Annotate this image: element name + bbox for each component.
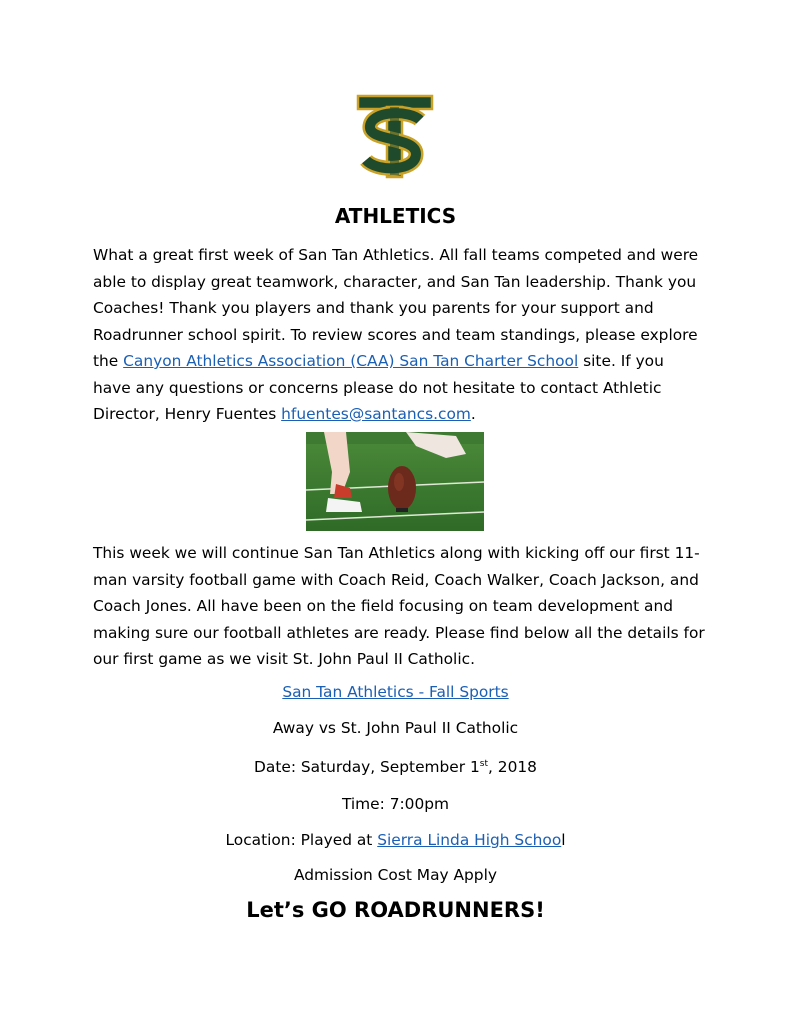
game-line: Coach Jones. All have been on the field focusing on team development and xyxy=(93,597,673,615)
text: site. If you xyxy=(578,352,664,370)
football-kick-photo xyxy=(306,432,484,531)
cheer-heading: Let’s GO ROADRUNNERS! xyxy=(246,898,545,922)
school-logo xyxy=(350,92,440,180)
game-paragraph xyxy=(93,540,703,673)
st-monogram-icon xyxy=(350,92,440,180)
text: . xyxy=(470,405,476,423)
page-title: ATHLETICS xyxy=(334,204,457,228)
intro-paragraph xyxy=(93,242,703,428)
fall-sports-line xyxy=(0,683,791,701)
email-link[interactable]: hfuentes@santancs.com xyxy=(281,405,471,423)
game-line: our first game as we visit St. John Paul II Catholic. xyxy=(93,650,475,668)
admission-line: Admission Cost May Apply xyxy=(294,866,497,884)
intro-line: What a great first week of San Tan Athletics. All fall teams competed and were xyxy=(93,246,699,264)
intro-line: Roadrunner school spirit. To review scores and team standings, please explore xyxy=(93,325,698,344)
text: st xyxy=(479,758,489,769)
text: Location: Played at xyxy=(225,831,378,849)
intro-line xyxy=(93,348,703,375)
fall-sports-link[interactable]: San Tan Athletics - Fall Sports xyxy=(282,683,509,701)
opponent-line: Away vs St. John Paul II Catholic xyxy=(272,719,519,737)
intro-line: able to display great teamwork, character, and San Tan leadership. Thank you xyxy=(93,272,697,291)
text: the xyxy=(93,352,124,370)
game-line: making sure our football athletes are ready. Please find below all the details for xyxy=(93,623,705,642)
text: Director, Henry Fuentes xyxy=(93,405,282,423)
text: , 2018 xyxy=(488,758,537,776)
text: l xyxy=(561,831,566,849)
caa-link[interactable]: Canyon Athletics Association (CAA) San Tan Charter School xyxy=(123,352,579,370)
intro-line: have any questions or concerns please do not hesitate to contact Athletic xyxy=(93,378,662,397)
location-line xyxy=(0,831,791,849)
game-line: man varsity football game with Coach Reid, Coach Walker, Coach Jackson, and xyxy=(93,570,699,589)
location-link[interactable]: Sierra Linda High Schoo xyxy=(377,831,562,849)
text: Date: Saturday, September 1 xyxy=(254,758,480,776)
date-line xyxy=(0,758,791,776)
intro-line: Coaches! Thank you players and thank you parents for your support and xyxy=(93,299,654,317)
game-line: This week we will continue San Tan Athletics along with kicking off our first 11- xyxy=(93,544,700,562)
time-line: Time: 7:00pm xyxy=(341,795,450,813)
intro-line xyxy=(93,401,703,428)
